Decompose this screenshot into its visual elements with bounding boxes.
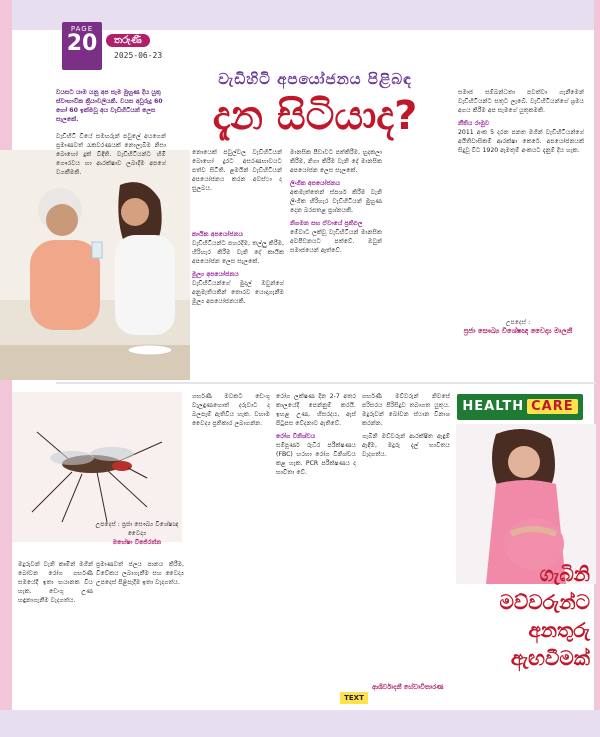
- health-caption-label: උපදෙස් : ප්‍රජා සෞඛ්‍ය විශේෂඥ වෛද්‍ය: [95, 521, 179, 537]
- article-col-4: [458, 88, 584, 313]
- health-col4-text: ගර්භණී මව්වරුන් නිවසේ පරිසරය පිරිසිදුව තබාගත යුතුය. මදුරුවන් බෝවන ස්ථාන විනාශ කරන්න.: [362, 393, 450, 427]
- health-col3-sub: රෝග විනිශ්චය: [276, 433, 316, 440]
- page-number: 20: [66, 31, 98, 56]
- care-label: CARE: [527, 399, 578, 414]
- health-label: HEALTH: [462, 399, 525, 414]
- article-col3-text: මානසික පීඩාවට පත්කිරීම, හුදකලා කිරීම, නිගා කිරීම වැනි දේ මානසික අපයෝජන ලෙස සැලකේ.: [290, 149, 382, 174]
- article-col2-sub1: කායික අපයෝජනය: [192, 231, 244, 238]
- article-col4-text: සමාජ සම්බන්ධතා පවත්වා ගැනීමෙන් වැඩිහිටියන්ට සතුට ලැබේ. වැඩිහිටියන්ගේ ශ්‍රමය අගය කිරීම අප සැමගේ යුතුකමකි.: [458, 89, 584, 114]
- author-byline: ආශිර්වාදනී හේවාවිතාරණ: [372, 683, 444, 691]
- health-care-badge: [457, 394, 583, 420]
- section-divider: [56, 382, 596, 384]
- article-caption: [458, 318, 578, 372]
- health-col2b-text: ප්‍රමාණවත් ජලය පානය කිරීම, විවේකය ලබාගැනීම සහ වෛද්‍ය උපදෙස් පිළිපැදීම ඉතා වැදගත්ය.: [96, 561, 184, 586]
- page-label: PAGE: [70, 25, 94, 33]
- health-big-title: ගැබිනි මව්වරුන්ට අනතුරු ඇඟවීමක්: [499, 562, 590, 670]
- right-decor-bar: [594, 0, 600, 737]
- article-col-2-subs: [192, 228, 284, 373]
- health-col-4: [362, 392, 450, 677]
- text-label-badge: TEXT: [340, 692, 368, 704]
- article-intro: වයසට යාම යනු අප සැම මුහුණ දිය යුතු ස්වාභාවික ක්‍රියාවලියකි. වයස අවුරුදු 60 හෝ 60 ඉක්මවූ අය වැඩිහිටියන් ලෙස සැලකේ.: [56, 89, 163, 123]
- caption-label: උපදෙස් :: [505, 319, 531, 326]
- health-col-3: [276, 392, 356, 682]
- article-kicker: වැඩිහිටි අපයෝජනය පිළිබඳ: [218, 70, 412, 88]
- health-col1-text: මදුරුවන් වැනි කෘමීන් මගින් බෝවන රෝග ගර්භණී සමයේදී ඉතා භයානක විය හැක. ඩෙංගු උණ හඳුනාගැනීම වැදගත්ය.: [18, 561, 93, 604]
- article-col3-text3: මේවාට ලක්වූ වැඩිහිටියන් මානසික අවපීඩනයට පත්වේ. ඔවුන් සමාජයෙන් ඈත්වේ.: [290, 229, 382, 254]
- article-col2-text: නොයෙක් පවුල්වල වැඩිහිටියන් බොහෝ දුරට අසරණභාවයට පත්ව සිටිති. ළමයින් වැඩිහිටියන් අපයෝජනය කරන අවස්ථා ද සුලබය.: [192, 149, 282, 192]
- caption-name: ප්‍රජා සෞඛ්‍ය විශේෂඥ වෛද්‍ය මාලනී: [463, 327, 573, 335]
- health-col2-text: ගර්භණී මවකට ඩෙංගු වැලඳුණහොත් දරුවාට ද බලපෑම් ඇතිවිය හැක. වහාම වෛද්‍ය ප්‍රතිකාර ලබාගන්න.: [192, 393, 270, 427]
- health-col3-text: රෝග ලක්ෂණ දින 2-7 අතර කාලයේදී පෙන්නුම් කරයි. ඉහළ උණ, හිසරදය, ඇස් පිටුපස වේදනාව ඇතිවේ.: [276, 393, 356, 427]
- issue-date: 2025-06-23: [114, 51, 163, 60]
- article-col-1: [56, 132, 166, 192]
- bottom-band: [0, 710, 600, 737]
- health-col-2: [192, 392, 270, 692]
- health-col3-text2: සම්පූර්ණ රුධිර පරීක්ෂණය (FBC) හරහා රෝග විනිශ්චය කළ හැක. PCR පරීක්ෂණය ද භාවිතා වේ.: [276, 442, 356, 476]
- article-col2-text2: වැඩිහිටියන්ට පහරදීම, තල්ලු කිරීම, හිරිහැර කිරීම වැනි දේ කායික අපයෝජන ලෙස සැලකේ.: [192, 240, 284, 265]
- article-col1-text: වැඩිහිටි වියේ සමහරුන් පවුලේ අයගෙන් ප්‍රමාණවත් රැකවරණයක් නොලැබීම නිසා බොහෝ දුක් විඳිති. වැඩිහිටියන්ට හිමි ගෞරවය හා ආරක්ෂාව ලබාදීම අපගේ වගකීමකි.: [56, 133, 166, 176]
- article-col2-text3: වැඩිහිටියන්ගේ මුදල් ඔවුන්ගේ අනුමැතියකින් තොරව යොදාගැනීම මූල්‍ය අපයෝජනයකි.: [192, 280, 284, 305]
- article-col3-sub1: ලිංගික අපයෝජනය: [290, 180, 341, 187]
- health-caption: [92, 520, 182, 554]
- article-col2-sub2: මූල්‍ය අපයෝජනය: [192, 271, 239, 278]
- article-col4-sub1: නීතිය රාමුව: [458, 120, 490, 127]
- article-headline: දැන සිටියාද?: [212, 93, 418, 139]
- page-number-badge: [62, 22, 102, 70]
- article-col3-text2: අකමැත්තෙන් ස්පර්ශ කිරීම වැනි ලිංගික හිරිහැර වැඩිහිටියන් මුහුණ දෙන බරපතළ ප්‍රශ්නයකි.: [290, 189, 382, 214]
- article-col3-sub2: නිගමන සහ ඒවායේ ප්‍රතිඵල: [290, 220, 363, 227]
- magazine-name: තරුණී: [106, 34, 150, 47]
- article-col4-text2: 2011 අංක 5 දරන පනත මගින් වැඩිහිටියන්ගේ අයිතිවාසිකම් ආරක්ෂා කෙරේ. අපයෝජනයක් සිදුවූ විට 1920 ඇමතුම් අංකයට දැනුම් දිය හැක.: [458, 129, 584, 154]
- health-caption-name: මහේෂා විජේරත්න: [112, 539, 162, 546]
- health-col4-text2: ගැබිනි මව්වරුන් ආරක්ෂිත ඇඳුම් ඇඳීම, මදුරු දැල් භාවිතය වැදගත්ය.: [362, 433, 450, 458]
- health-col-1b: [96, 560, 184, 700]
- article-col-3: [290, 148, 382, 373]
- health-col-1: [18, 560, 93, 700]
